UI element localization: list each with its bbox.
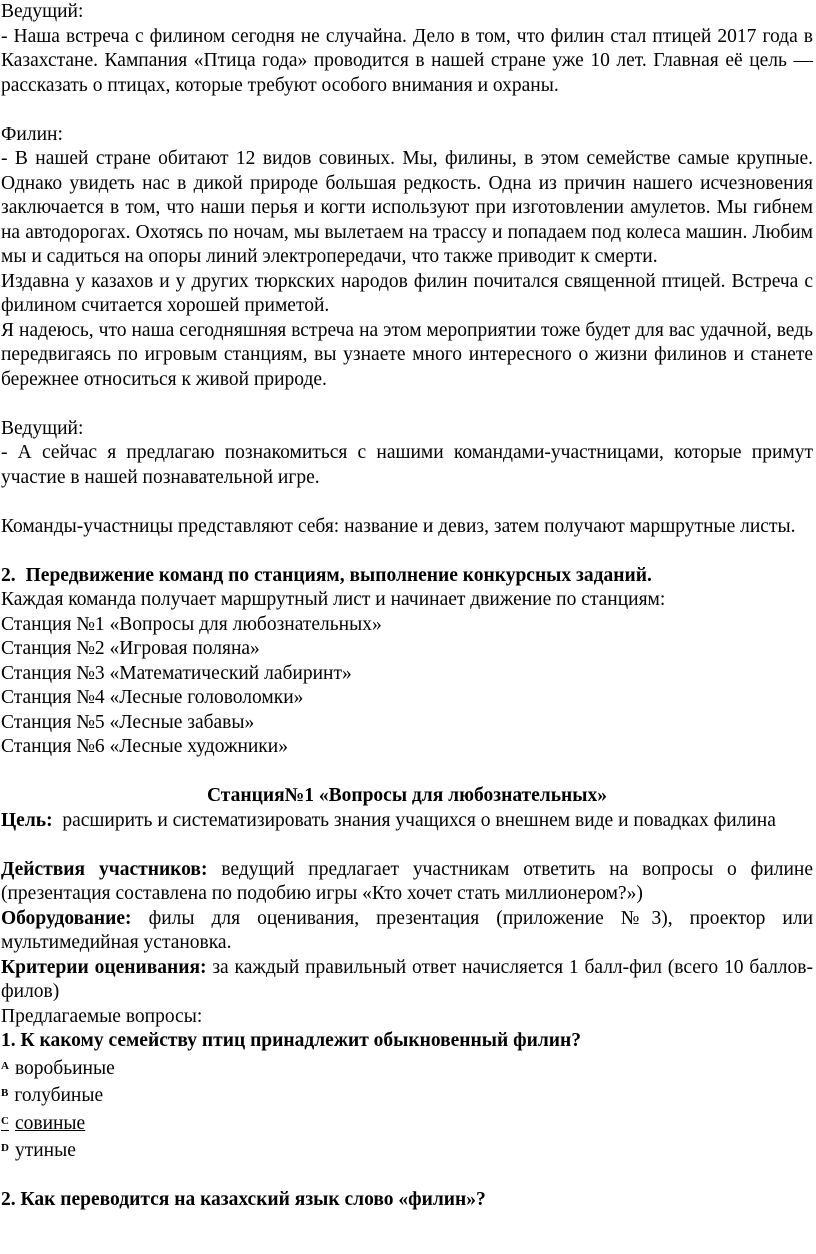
host-speech-2: - А сейчас я предлагаю познакомиться с нашими командами-участницами, которые примут участие в нашей познавательной игре. [1, 442, 813, 488]
station-1-goal [1, 809, 813, 834]
answer-option [1, 1136, 813, 1164]
station-1-equipment [1, 907, 813, 956]
station-list-item: Станция №4 «Лесные головоломки» [1, 687, 304, 708]
spacer [1, 833, 813, 858]
station-1-heading: Станция№1 «Вопросы для любознательных» [206, 785, 608, 806]
option-letter: A [1, 1059, 9, 1072]
option-letter: B [1, 1087, 9, 1099]
equipment-text: филы для оценивания, презентация (приложение №3), проектор или мультимедийная установка. [1, 907, 814, 953]
owl-speech-2: Издавна у казахов и у других тюркских народов филин почитался священной птицей. Встреча с филином считается хорошей приметой. [1, 270, 813, 316]
owl-speech-1: - В нашей стране обитают 12 видов совиных. Мы, филины, в этом семействе самые крупные. Однако увидеть нас в дикой природе большая редкость. Одна из причин нашего исчезновения заключается в том, что наши перья и когти используют при изготовлении амулетов. Мы гибнем на автодорогах. Охотясь по ночам, мы вылетаем на трассу и попадаем под колеса машин. Любим мы и садиться на опоры линий электропередачи, что также приводит к смерти. [1, 148, 813, 267]
spacer [1, 392, 813, 417]
station-1-criteria [1, 956, 813, 1005]
answer-option-correct [1, 1109, 813, 1137]
spacer [1, 98, 813, 123]
speaker-host-1: Ведущий: [1, 1, 84, 22]
speaker-host-2: Ведущий: [1, 417, 84, 439]
speaker-owl: Филин: [1, 123, 63, 145]
answer-option [1, 1054, 813, 1082]
section-2-title: Передвижение команд по станциям, выполнение конкурсных заданий. [25, 564, 652, 586]
option-letter: C [1, 1114, 9, 1127]
teams-text: Команды-участницы представляют себя: название и девиз, затем получают маршрутные листы. [1, 515, 796, 537]
questions-intro: Предлагаемые вопросы: [1, 1005, 203, 1027]
section-2-intro: Каждая команда получает маршрутный лист и начинает движение по станциям: [1, 589, 666, 610]
station-list-item: Станция №3 «Математический лабиринт» [1, 662, 352, 684]
spacer [1, 760, 813, 785]
station-list-item: Станция №1 «Вопросы для любознательных» [1, 613, 382, 635]
goal-text: расширить и систематизировать знания учащихся о внешнем виде и повадках филина [62, 809, 776, 831]
option-text: голубиные [14, 1085, 104, 1106]
option-text: совиные [14, 1112, 86, 1134]
station-list-item: Станция №2 «Игровая поляна» [1, 638, 260, 659]
station-list-item: Станция №6 «Лесные художники» [1, 736, 288, 757]
spacer [1, 1164, 813, 1189]
option-text: утиные [14, 1140, 76, 1161]
station-list-item: Станция №5 «Лесные забавы» [1, 711, 255, 733]
question-2: 2. Как переводится на казахский язык слово «филин»? [1, 1189, 486, 1210]
spacer [1, 490, 813, 515]
section-2-number: 2. [1, 564, 16, 586]
option-text: воробьиные [14, 1057, 115, 1079]
question-1: 1. К какому семейству птиц принадлежит обыкновенный филин? [1, 1030, 582, 1051]
criteria-text: за каждый правильный ответ начисляется 1 балл-фил (всего 10 баллов-филов) [1, 956, 813, 1002]
spacer [1, 539, 813, 564]
actions-label: Действия участников: [1, 858, 208, 880]
goal-label: Цель: [1, 809, 53, 831]
actions-text: ведущий предлагает участникам ответить на вопросы о филине (презентация составлена по подобию игры «Кто хочет стать миллионером?») [1, 858, 814, 904]
answer-option [1, 1081, 813, 1109]
criteria-label: Критерии оценивания: [1, 956, 207, 978]
host-speech-1: - Наша встреча с филином сегодня не случайна. Дело в том, что филин стал птицей 2017 года в Казахстане. Кампания «Птица года» проводится в нашей стране уже 10 лет. Главная её цель — рассказать о птицах, которые требуют особого внимания и охраны. [1, 25, 813, 96]
owl-speech-3: Я надеюсь, что наша сегодняшняя встреча на этом мероприятии тоже будет для вас удачной, ведь передвигаясь по игровым станциям, вы узнаете много интересного о жизни филинов и станете бережнее относиться к живой природе. [1, 319, 813, 390]
equipment-label: Оборудование: [1, 907, 132, 929]
option-letter: D [1, 1142, 9, 1154]
section-2-heading [1, 564, 813, 589]
station-1-actions [1, 858, 813, 907]
